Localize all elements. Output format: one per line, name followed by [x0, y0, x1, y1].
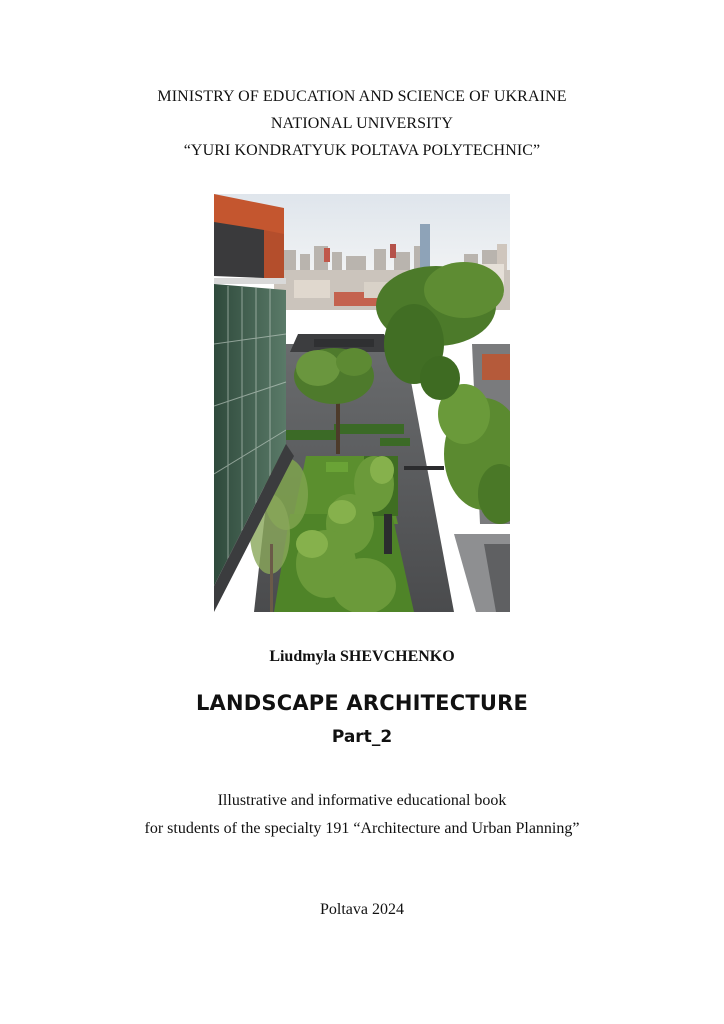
description-line-2: for students of the specialty 191 “Architecture and Urban Planning”: [144, 820, 580, 837]
cover-photo: [214, 194, 510, 612]
university-type-heading: NATIONAL UNIVERSITY: [270, 115, 454, 132]
publication-place-year: Poltava 2024: [320, 901, 404, 918]
ministry-heading: MINISTRY OF EDUCATION AND SCIENCE OF UKRAINE: [157, 88, 567, 105]
book-title: LANDSCAPE ARCHITECTURE: [195, 691, 529, 715]
university-name-heading: “YURI KONDRATYUK POLTAVA POLYTECHNIC”: [183, 142, 541, 159]
author-name: Liudmyla SHEVCHENKO: [269, 648, 455, 665]
description-line-1: Illustrative and informative educational book: [217, 792, 507, 809]
book-part: Part_2: [331, 727, 393, 747]
